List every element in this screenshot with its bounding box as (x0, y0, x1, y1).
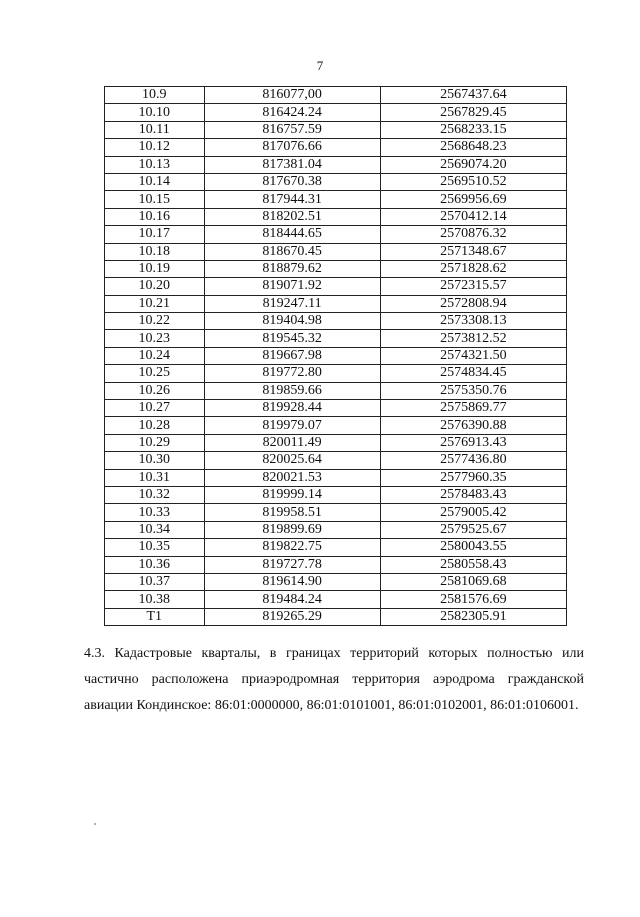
table-row (105, 139, 567, 156)
point-id-cell: 10.30 (105, 452, 205, 469)
point-id-cell: 10.36 (105, 556, 205, 573)
coordinates-table (104, 86, 567, 626)
y-coordinate-cell: 2579525.67 (380, 521, 566, 538)
table-row (105, 243, 567, 260)
table-row (105, 591, 567, 608)
point-id-cell: 10.29 (105, 434, 205, 451)
point-id-cell: 10.12 (105, 139, 205, 156)
point-id-cell: 10.28 (105, 417, 205, 434)
point-id-cell: T1 (105, 608, 205, 625)
y-coordinate-cell: 2582305.91 (380, 608, 566, 625)
y-coordinate-cell: 2571828.62 (380, 260, 566, 277)
x-coordinate-cell: 817076.66 (204, 139, 380, 156)
y-coordinate-cell: 2577960.35 (380, 469, 566, 486)
x-coordinate-cell: 816424.24 (204, 104, 380, 121)
point-id-cell: 10.10 (105, 104, 205, 121)
x-coordinate-cell: 816077,00 (204, 87, 380, 104)
x-coordinate-cell: 819928.44 (204, 400, 380, 417)
y-coordinate-cell: 2576913.43 (380, 434, 566, 451)
table-row (105, 330, 567, 347)
x-coordinate-cell: 818879.62 (204, 260, 380, 277)
y-coordinate-cell: 2567829.45 (380, 104, 566, 121)
x-coordinate-cell: 820021.53 (204, 469, 380, 486)
table-row (105, 226, 567, 243)
table-row (105, 417, 567, 434)
table-row (105, 486, 567, 503)
table-row (105, 156, 567, 173)
x-coordinate-cell: 818444.65 (204, 226, 380, 243)
x-coordinate-cell: 820011.49 (204, 434, 380, 451)
y-coordinate-cell: 2575350.76 (380, 382, 566, 399)
table-row (105, 208, 567, 225)
x-coordinate-cell: 819667.98 (204, 347, 380, 364)
point-id-cell: 10.15 (105, 191, 205, 208)
table-row (105, 469, 567, 486)
x-coordinate-cell: 819545.32 (204, 330, 380, 347)
x-coordinate-cell: 819958.51 (204, 504, 380, 521)
y-coordinate-cell: 2579005.42 (380, 504, 566, 521)
point-id-cell: 10.33 (105, 504, 205, 521)
scan-speck (94, 823, 96, 825)
table-row (105, 434, 567, 451)
table-row (105, 539, 567, 556)
point-id-cell: 10.13 (105, 156, 205, 173)
y-coordinate-cell: 2580043.55 (380, 539, 566, 556)
x-coordinate-cell: 819265.29 (204, 608, 380, 625)
coordinates-table-body (105, 87, 567, 626)
section-4-3-paragraph: 4.3. Кадастровые кварталы, в границах территорий которых полностью или частично расположена приаэродромная территория аэродрома гражданской авиации Кондинское: 86:01:0000000, 86:01:0101001, 86:01:0102001, 86:01:0106001. (84, 646, 584, 713)
point-id-cell: 10.27 (105, 400, 205, 417)
y-coordinate-cell: 2576390.88 (380, 417, 566, 434)
y-coordinate-cell: 2573812.52 (380, 330, 566, 347)
x-coordinate-cell: 820025.64 (204, 452, 380, 469)
point-id-cell: 10.23 (105, 330, 205, 347)
table-row (105, 87, 567, 104)
table-row (105, 191, 567, 208)
y-coordinate-cell: 2568648.23 (380, 139, 566, 156)
y-coordinate-cell: 2568233.15 (380, 121, 566, 138)
y-coordinate-cell: 2575869.77 (380, 400, 566, 417)
x-coordinate-cell: 819247.11 (204, 295, 380, 312)
point-id-cell: 10.20 (105, 278, 205, 295)
y-coordinate-cell: 2580558.43 (380, 556, 566, 573)
y-coordinate-cell: 2567437.64 (380, 87, 566, 104)
table-row (105, 347, 567, 364)
table-row (105, 295, 567, 312)
point-id-cell: 10.9 (105, 87, 205, 104)
table-row (105, 313, 567, 330)
point-id-cell: 10.21 (105, 295, 205, 312)
y-coordinate-cell: 2569074.20 (380, 156, 566, 173)
table-row (105, 382, 567, 399)
point-id-cell: 10.34 (105, 521, 205, 538)
table-row (105, 260, 567, 277)
point-id-cell: 10.11 (105, 121, 205, 138)
table-row (105, 573, 567, 590)
table-row (105, 365, 567, 382)
y-coordinate-cell: 2574834.45 (380, 365, 566, 382)
x-coordinate-cell: 819899.69 (204, 521, 380, 538)
point-id-cell: 10.26 (105, 382, 205, 399)
table-row (105, 400, 567, 417)
point-id-cell: 10.24 (105, 347, 205, 364)
y-coordinate-cell: 2570412.14 (380, 208, 566, 225)
x-coordinate-cell: 819484.24 (204, 591, 380, 608)
x-coordinate-cell: 817381.04 (204, 156, 380, 173)
y-coordinate-cell: 2572808.94 (380, 295, 566, 312)
x-coordinate-cell: 816757.59 (204, 121, 380, 138)
point-id-cell: 10.16 (105, 208, 205, 225)
y-coordinate-cell: 2569510.52 (380, 173, 566, 190)
table-row (105, 104, 567, 121)
x-coordinate-cell: 819614.90 (204, 573, 380, 590)
y-coordinate-cell: 2578483.43 (380, 486, 566, 503)
y-coordinate-cell: 2572315.57 (380, 278, 566, 295)
point-id-cell: 10.14 (105, 173, 205, 190)
table-row (105, 504, 567, 521)
y-coordinate-cell: 2571348.67 (380, 243, 566, 260)
table-row (105, 608, 567, 625)
x-coordinate-cell: 819979.07 (204, 417, 380, 434)
page-number: 7 (316, 58, 324, 73)
y-coordinate-cell: 2573308.13 (380, 313, 566, 330)
point-id-cell: 10.17 (105, 226, 205, 243)
point-id-cell: 10.19 (105, 260, 205, 277)
x-coordinate-cell: 819727.78 (204, 556, 380, 573)
point-id-cell: 10.35 (105, 539, 205, 556)
point-id-cell: 10.37 (105, 573, 205, 590)
x-coordinate-cell: 818202.51 (204, 208, 380, 225)
y-coordinate-cell: 2581576.69 (380, 591, 566, 608)
x-coordinate-cell: 819772.80 (204, 365, 380, 382)
y-coordinate-cell: 2577436.80 (380, 452, 566, 469)
x-coordinate-cell: 818670.45 (204, 243, 380, 260)
table-row (105, 278, 567, 295)
table-row (105, 521, 567, 538)
x-coordinate-cell: 819404.98 (204, 313, 380, 330)
table-row (105, 173, 567, 190)
y-coordinate-cell: 2569956.69 (380, 191, 566, 208)
y-coordinate-cell: 2574321.50 (380, 347, 566, 364)
point-id-cell: 10.32 (105, 486, 205, 503)
y-coordinate-cell: 2570876.32 (380, 226, 566, 243)
point-id-cell: 10.38 (105, 591, 205, 608)
point-id-cell: 10.18 (105, 243, 205, 260)
point-id-cell: 10.25 (105, 365, 205, 382)
x-coordinate-cell: 819822.75 (204, 539, 380, 556)
table-row (105, 121, 567, 138)
point-id-cell: 10.22 (105, 313, 205, 330)
table-row (105, 452, 567, 469)
x-coordinate-cell: 817670.38 (204, 173, 380, 190)
y-coordinate-cell: 2581069.68 (380, 573, 566, 590)
x-coordinate-cell: 817944.31 (204, 191, 380, 208)
x-coordinate-cell: 819859.66 (204, 382, 380, 399)
x-coordinate-cell: 819071.92 (204, 278, 380, 295)
point-id-cell: 10.31 (105, 469, 205, 486)
table-row (105, 556, 567, 573)
x-coordinate-cell: 819999.14 (204, 486, 380, 503)
